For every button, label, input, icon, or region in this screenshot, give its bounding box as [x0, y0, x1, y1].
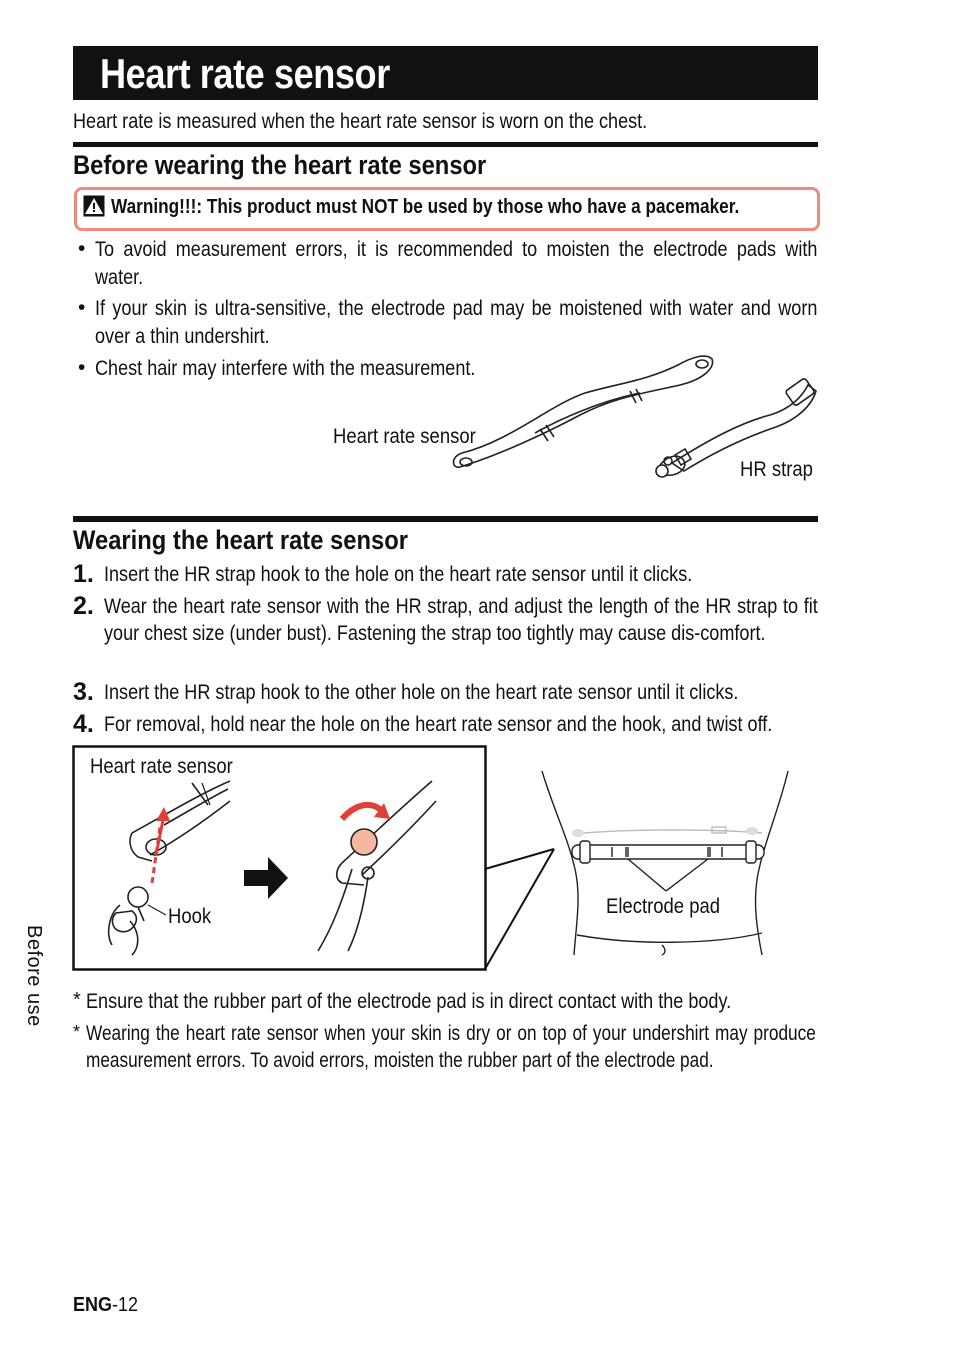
step-number: 1.	[73, 560, 94, 588]
bullet-item	[95, 295, 817, 351]
bullet-marker: •	[78, 237, 86, 260]
figure2-hook-label: Hook	[168, 905, 212, 928]
step-number: 4.	[73, 710, 94, 738]
figure2-electrode-label: Electrode pad	[606, 895, 721, 918]
page-prefix: ENG	[73, 1294, 113, 1316]
side-section-label: Before use	[23, 925, 45, 1027]
figure2-sensor-label: Heart rate sensor	[90, 755, 233, 778]
note-mark: *	[73, 989, 81, 1011]
bullet-marker: •	[78, 296, 86, 319]
bullet-item	[95, 236, 817, 292]
bullet-marker: •	[78, 356, 86, 379]
section-heading-wearing: Wearing the heart rate sensor	[73, 525, 408, 555]
step-text: Insert the HR strap hook to the hole on the heart rate sensor until it clicks.	[104, 563, 693, 586]
note-text: Ensure that the rubber part of the electrode pad is in direct contact with the body.	[86, 990, 732, 1013]
page-title: Heart rate sensor	[100, 50, 390, 97]
wearing-illustration	[72, 745, 800, 973]
step-number: 2.	[73, 592, 94, 620]
figure1-sensor-label: Heart rate sensor	[333, 425, 476, 448]
step-item	[104, 561, 934, 588]
note-mark: *	[73, 1022, 81, 1042]
bullet-text: To avoid measurement errors, it is recommended to moisten the electrode pads with water.	[95, 238, 818, 289]
bullet-text: Chest hair may interfere with the measurement.	[95, 357, 476, 380]
step-item	[104, 711, 934, 738]
note-item	[86, 1020, 817, 1074]
page-number-value: -12	[112, 1294, 139, 1316]
step-text: For removal, hold near the hole on the heart rate sensor and the hook, and twist off.	[104, 713, 773, 736]
step-item	[104, 679, 934, 706]
step-item	[104, 593, 934, 647]
section-rule	[73, 516, 818, 522]
warning-text: Warning!!!: This product must NOT be used by those who have a pacemaker.	[111, 196, 740, 218]
section-rule	[73, 142, 818, 147]
step-text: Wear the heart rate sensor with the HR strap, and adjust the length of the HR strap to fit your chest size (under bust). Fastening the strap too tightly may cause dis-comfort.	[104, 595, 818, 645]
warning-icon	[83, 195, 105, 217]
section-heading-before-wearing: Before wearing the heart rate sensor	[73, 150, 487, 180]
figure1-strap-label: HR strap	[740, 458, 813, 481]
bullet-text: If your skin is ultra-sensitive, the electrode pad may be moistened with water and worn over a thin undershirt.	[95, 297, 818, 348]
intro-text: Heart rate is measured when the heart rate sensor is worn on the chest.	[73, 110, 648, 133]
step-number: 3.	[73, 678, 94, 706]
note-text: Wearing the heart rate sensor when your skin is dry or on top of your undershirt may produce measurement errors. To avoid errors, moisten the rubber part of the electrode pad.	[86, 1022, 816, 1072]
step-text: Insert the HR strap hook to the other hole on the heart rate sensor until it clicks.	[104, 681, 739, 704]
page-number	[73, 1294, 138, 1317]
